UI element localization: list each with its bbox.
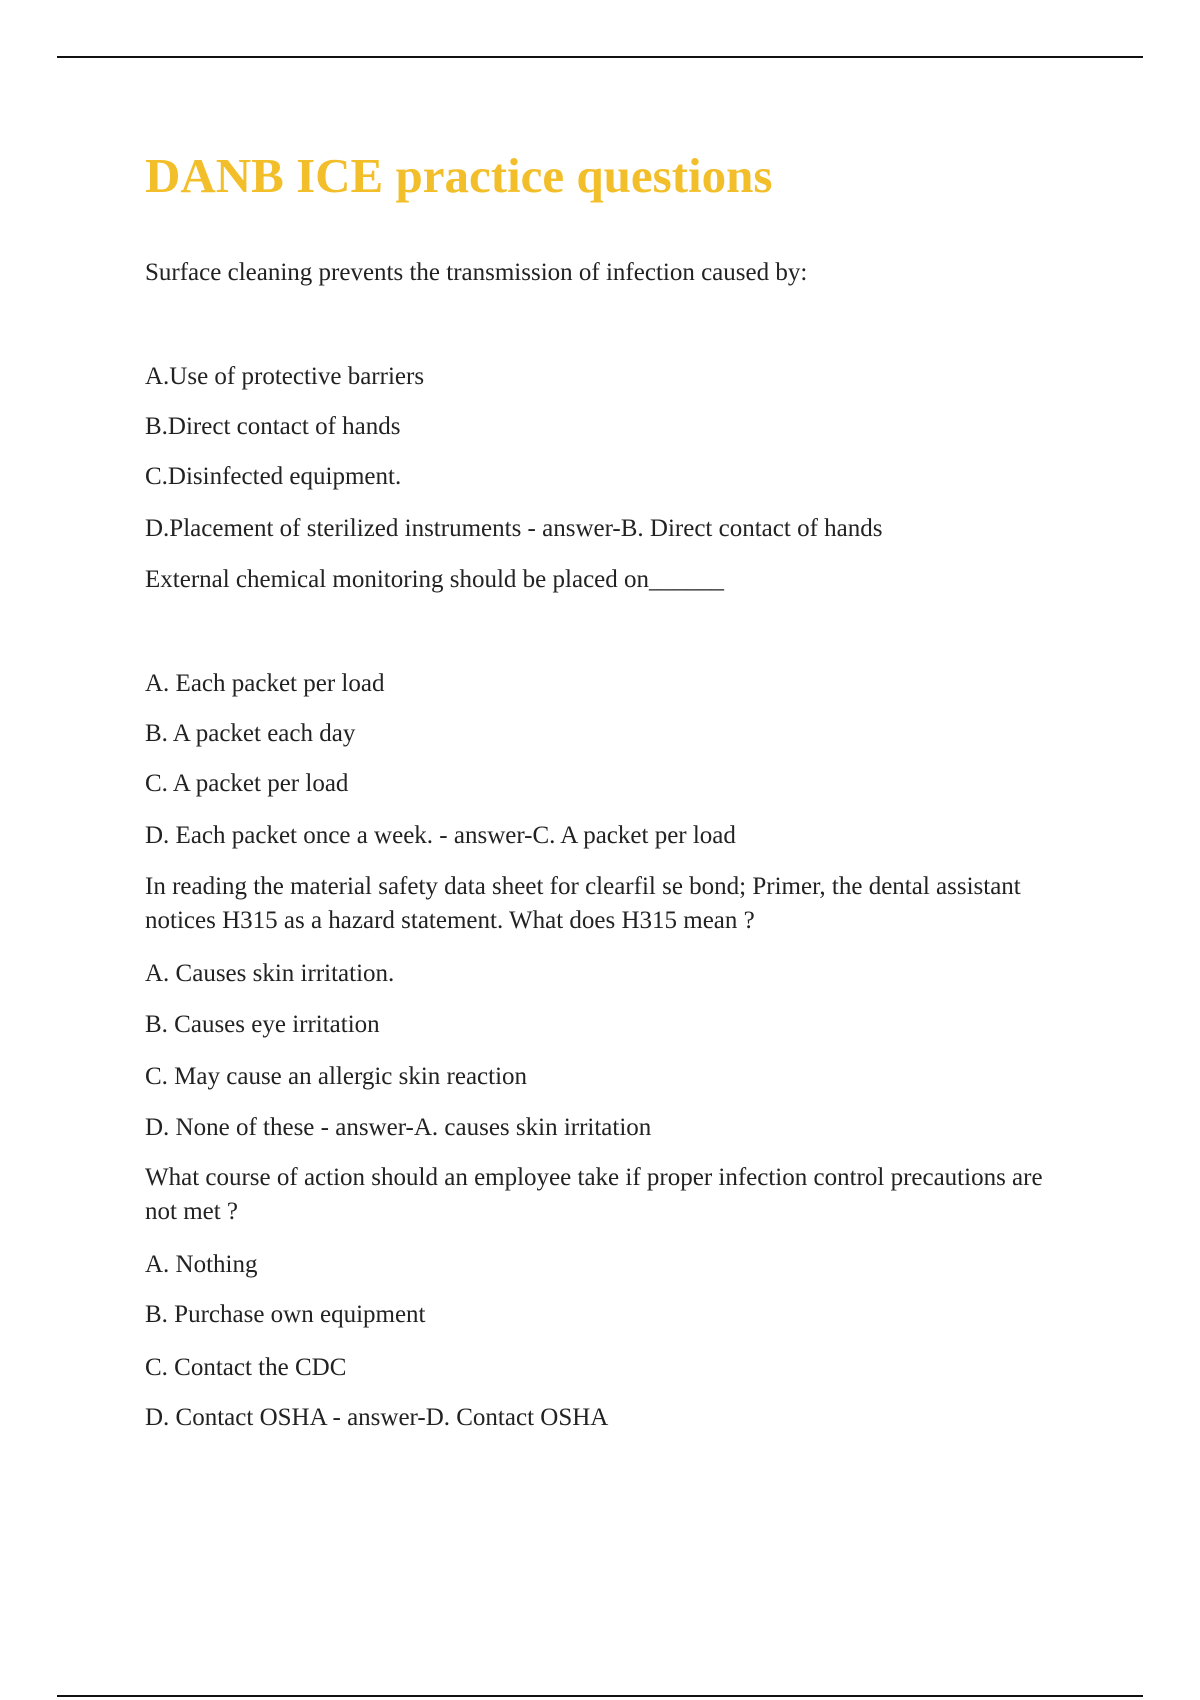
question-3-option-a: A. Causes skin irritation. xyxy=(145,960,395,987)
question-4-option-b: B. Purchase own equipment xyxy=(145,1301,426,1328)
question-4-prompt: What course of action should an employee take if proper infection control precautions are not met ? xyxy=(145,1164,1043,1225)
page-title: DANB ICE practice questions xyxy=(145,148,773,203)
header-rule xyxy=(57,56,1143,58)
question-2-option-a: A. Each packet per load xyxy=(145,670,385,697)
question-4-option-c: C. Contact the CDC xyxy=(145,1354,347,1381)
question-2-option-d: D. Each packet once a week. - answer-C. A packet per load xyxy=(145,822,736,849)
question-1-option-c: C.Disinfected equipment. xyxy=(145,463,402,490)
question-4-option-a: A. Nothing xyxy=(145,1251,258,1278)
question-1-option-d: D.Placement of sterilized instruments - answer-B. Direct contact of hands xyxy=(145,515,883,542)
question-2-prompt: External chemical monitoring should be placed on______ xyxy=(145,566,725,593)
question-1-prompt: Surface cleaning prevents the transmission of infection caused by: xyxy=(145,259,808,286)
question-3-option-c: C. May cause an allergic skin reaction xyxy=(145,1063,528,1090)
question-2-option-b: B. A packet each day xyxy=(145,720,356,747)
question-3-option-d: D. None of these - answer-A. causes skin irritation xyxy=(145,1114,652,1141)
question-2-option-c: C. A packet per load xyxy=(145,770,349,797)
question-4-option-d: D. Contact OSHA - answer-D. Contact OSHA xyxy=(145,1404,609,1431)
footer-rule xyxy=(57,1695,1143,1697)
question-3-option-b: B. Causes eye irritation xyxy=(145,1011,380,1038)
question-3-prompt: In reading the material safety data sheet for clearfil se bond; Primer, the dental assistant notices H315 as a hazard statement. What does H315 mean ? xyxy=(145,873,1021,934)
question-1-option-b: B.Direct contact of hands xyxy=(145,413,401,440)
question-1-option-a: A.Use of protective barriers xyxy=(145,363,425,390)
